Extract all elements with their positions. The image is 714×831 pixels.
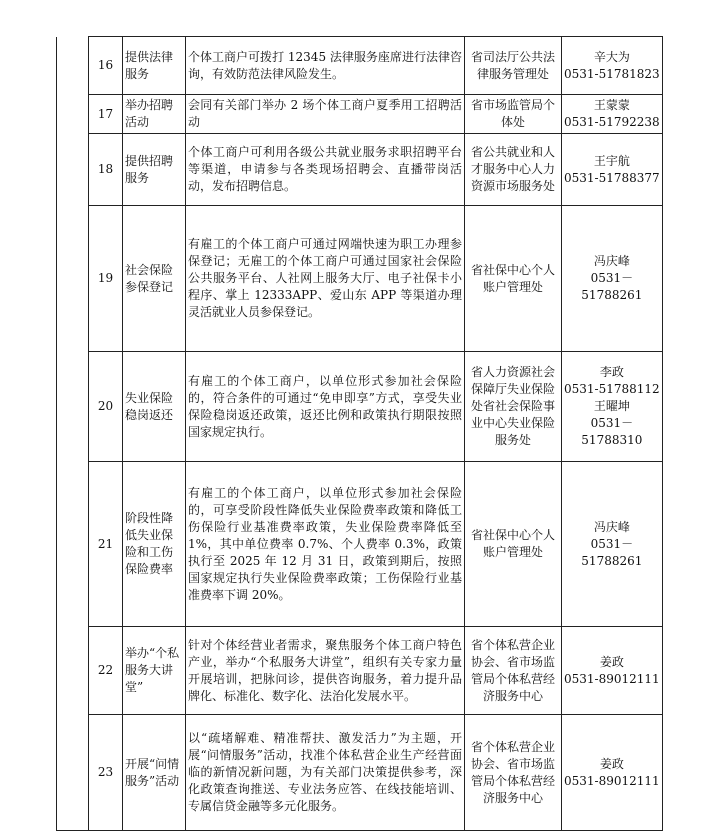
table-row [57,206,663,352]
row-number: 18 [89,134,123,206]
item-name: 举办“个私服务大讲堂” [123,627,186,715]
contact-line: 0531-89012111 [564,671,660,686]
row-number: 16 [89,37,123,95]
contact-info [562,352,663,462]
responsible-unit: 省个体私营企业协会、省市场监管局个体私营经济服务中心 [465,715,562,831]
responsible-unit: 省市场监管局个体处 [465,95,562,134]
item-name: 开展“问情服务”活动 [123,715,186,831]
item-content: 有雇工的个体工商户可通过网端快速为职工办理参保登记；无雇工的个体工商户可通过国家社会保险公共服务平台、人社网上服务大厅、电子社保卡小程序、掌上 12333APP、爱山东 APP 等渠道办理灵活就业人员参保登记。 [186,206,465,352]
contact-line: 0531－ [590,416,634,430]
contact-line: 51788261 [581,553,643,568]
item-content: 有雇工的个体工商户，以单位形式参加社会保险的，符合条件的可通过“免申即享”方式，享受失业保险稳岗返还政策，返还比例和政策执行期限按照国家规定执行。 [186,352,465,462]
contact-line: 冯庆峰 [593,519,630,534]
item-name: 失业保险稳岗返还 [123,352,186,462]
responsible-unit: 省个体私营企业协会、省市场监管局个体私营经济服务中心 [465,627,562,715]
item-name: 举办招聘活动 [123,95,186,134]
item-content: 有雇工的个体工商户，以单位形式参加社会保险的，可享受阶段性降低失业保险费率政策和降低工伤保险行业基准费率政策，失业保险费率降低至 1%，其中单位费率 0.7%、个人费率 0.3%，政策执行至 2025 年 12 月 31 日，政策到期后，按照国家规定执行失业保险费率政策；工伤保险行业基准费率下调 20%。 [186,462,465,627]
item-name: 提供法律服务 [123,37,186,95]
service-table [56,36,663,831]
contact-line: 0531－ [590,271,634,285]
contact-line: 0531-51788377 [564,170,660,185]
contact-info [562,206,663,352]
responsible-unit: 省公共就业和人才服务中心人力资源市场服务处 [465,134,562,206]
contact-line: 王曜坤 [593,399,630,413]
table-row [57,95,663,134]
contact-info [562,715,663,831]
row-number: 22 [89,627,123,715]
contact-line: 0531-51788112 [564,382,660,396]
item-name: 阶段性降低失业保险和工伤保险费率 [123,462,186,627]
contact-line: 51788310 [581,433,643,447]
contact-info [562,627,663,715]
table-row [57,37,663,95]
contact-line: 51788261 [581,288,643,302]
responsible-unit: 省司法厅公共法律服务管理处 [465,37,562,95]
responsible-unit: 省人力资源社会保障厅失业保险处省社会保险事业中心失业保险服务处 [465,352,562,462]
contact-info [562,134,663,206]
item-name: 提供招聘服务 [123,134,186,206]
contact-line: 0531-89012111 [564,773,660,788]
row-number: 19 [89,206,123,352]
contact-info [562,95,663,134]
contact-line: 姜政 [599,654,624,669]
item-content: 个体工商户可拨打 12345 法律服务座席进行法律咨询，有效防范法律风险发生。 [186,37,465,95]
row-number: 17 [89,95,123,134]
table-row [57,715,663,831]
contact-line: 姜政 [599,756,624,771]
table-row [57,627,663,715]
contact-line: 王宇航 [593,153,630,168]
contact-line: 王蒙蒙 [593,98,630,112]
contact-info [562,37,663,95]
table-row [57,134,663,206]
contact-line: 0531-51781823 [564,66,660,81]
row-number: 21 [89,462,123,627]
left-margin-cell [57,37,89,831]
responsible-unit: 省社保中心个人账户管理处 [465,206,562,352]
contact-info [562,462,663,627]
item-content: 会同有关部门举办 2 场个体工商户夏季用工招聘活动 [186,95,465,134]
table-row [57,462,663,627]
responsible-unit: 省社保中心个人账户管理处 [465,462,562,627]
row-number: 20 [89,352,123,462]
contact-line: 辛大为 [593,49,630,64]
item-content: 以“疏堵解难、精准帮扶、激发活力”为主题，开展“问情服务”活动，找准个体私营企业生产经营面临的新情况新问题，为有关部门决策提供参考，深化政策查询推送、专业法务应答、在线技能培训、专属信贷金融等多元化服务。 [186,715,465,831]
contact-line: 0531－ [590,536,634,551]
row-number: 23 [89,715,123,831]
table-row [57,352,663,462]
item-content: 个体工商户可利用各级公共就业服务求职招聘平台等渠道，申请参与各类现场招聘会、直播带岗活动，发布招聘信息。 [186,134,465,206]
contact-line: 0531-51792238 [564,115,660,129]
item-content: 针对个体经营业者需求，聚焦服务个体工商户特色产业，举办“个私服务大讲堂”，组织有关专家力量开展培训，把脉问诊，提供咨询服务，着力提升品牌化、标准化、数字化、法治化发展水平。 [186,627,465,715]
contact-line: 冯庆峰 [593,254,630,268]
contact-line: 李政 [599,365,624,379]
item-name: 社会保险参保登记 [123,206,186,352]
